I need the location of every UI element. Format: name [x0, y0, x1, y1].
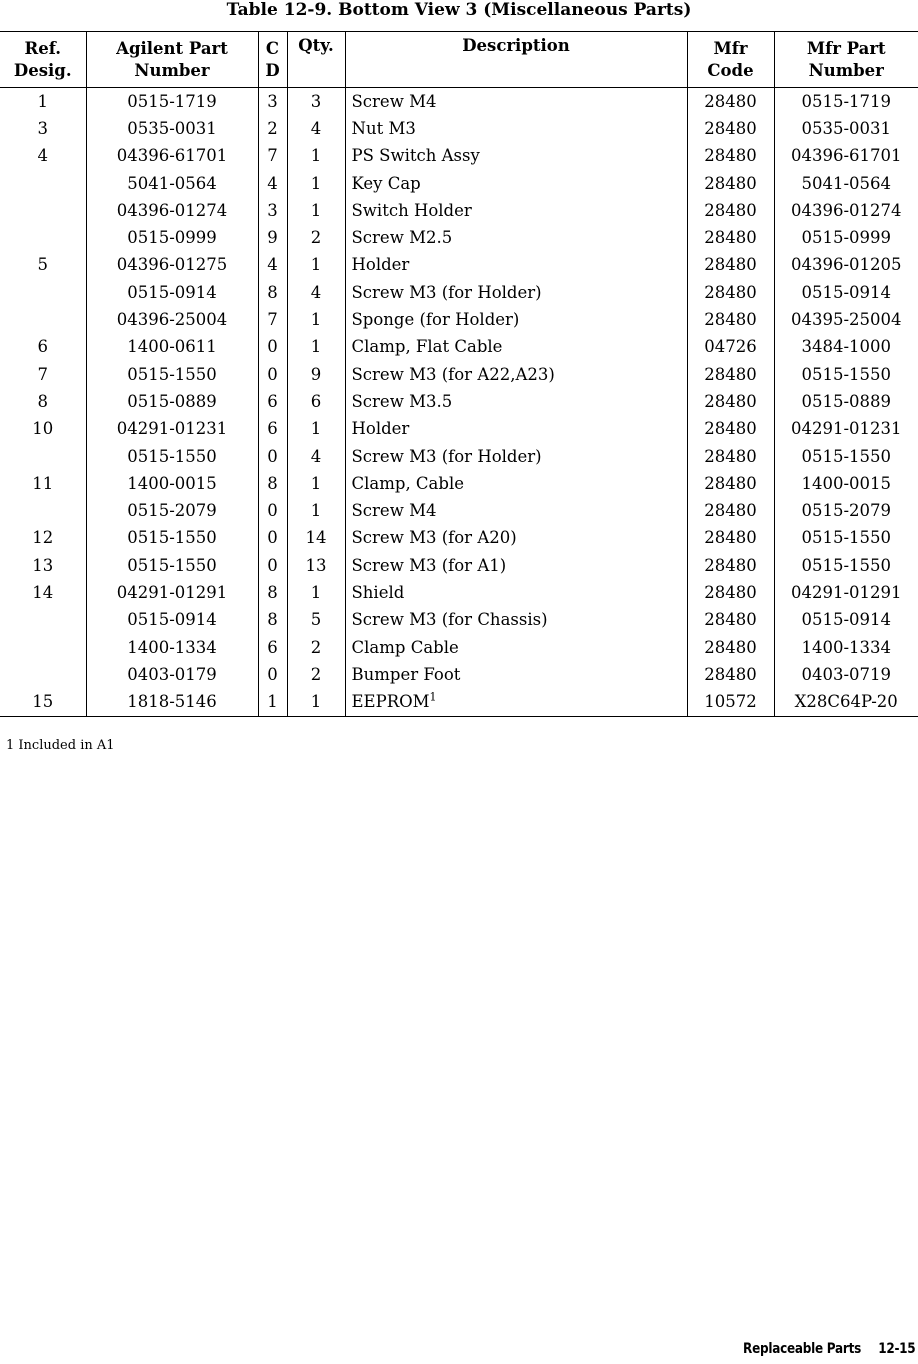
description-text: PS Switch Assy: [351, 146, 480, 166]
cd-cell: 9: [258, 224, 287, 251]
qty-cell: 1: [287, 497, 345, 524]
description-text: Screw M3 (for Chassis): [351, 610, 548, 630]
description-text: Key Cap: [351, 173, 421, 193]
table-row: [0, 197, 918, 224]
ref-desig-cell: [0, 497, 86, 524]
table-row: [0, 443, 918, 470]
table-row: [0, 252, 918, 279]
agilent-part-number-cell: 0515-1719: [86, 88, 258, 116]
mfr-part-number-cell: X28C64P-20: [774, 689, 918, 717]
cd-cell: 8: [258, 470, 287, 497]
description-cell: [345, 443, 687, 470]
header-qty: Qty.: [287, 32, 345, 88]
cd-cell: 4: [258, 170, 287, 197]
agilent-part-number-cell: 0515-0889: [86, 388, 258, 415]
description-cell: [345, 334, 687, 361]
mfr-code-cell: 28480: [687, 252, 774, 279]
header-mfr-part-number: Mfr Part Number: [774, 32, 918, 88]
ref-desig-cell: [0, 224, 86, 251]
description-cell: [345, 525, 687, 552]
mfr-code-cell: 28480: [687, 279, 774, 306]
description-text: Holder: [351, 255, 410, 275]
table-row: [0, 224, 918, 251]
description-cell: [345, 143, 687, 170]
agilent-part-number-cell: 0515-1550: [86, 525, 258, 552]
agilent-part-number-cell: 0515-1550: [86, 361, 258, 388]
cd-cell: 0: [258, 361, 287, 388]
footer-section-title: Replaceable Parts: [742, 1341, 861, 1357]
table-row: [0, 170, 918, 197]
ref-desig-cell: 15: [0, 689, 86, 717]
header-mfr-code: Mfr Code: [687, 32, 774, 88]
header-cd: C D: [258, 32, 287, 88]
cd-cell: 8: [258, 279, 287, 306]
agilent-part-number-cell: 04291-01231: [86, 416, 258, 443]
agilent-part-number-cell: 0535-0031: [86, 115, 258, 142]
description-cell: [345, 661, 687, 688]
table-row: [0, 115, 918, 142]
description-text: Screw M4: [351, 501, 437, 521]
qty-cell: 1: [287, 470, 345, 497]
ref-desig-cell: [0, 279, 86, 306]
ref-desig-cell: [0, 443, 86, 470]
qty-cell: 1: [287, 334, 345, 361]
qty-cell: 13: [287, 552, 345, 579]
mfr-code-cell: 28480: [687, 579, 774, 606]
description-text: Switch Holder: [351, 200, 472, 220]
cd-cell: 0: [258, 661, 287, 688]
mfr-part-number-cell: 04396-61701: [774, 143, 918, 170]
mfr-code-cell: 28480: [687, 388, 774, 415]
mfr-code-cell: 28480: [687, 443, 774, 470]
ref-desig-cell: 7: [37, 364, 48, 384]
ref-desig-cell: 8: [37, 391, 48, 411]
mfr-part-number-cell: 04291-01291: [774, 579, 918, 606]
qty-cell: 1: [287, 579, 345, 606]
agilent-part-number-cell: 04396-25004: [86, 306, 258, 333]
qty-cell: 2: [287, 661, 345, 688]
mfr-code-cell: 28480: [687, 361, 774, 388]
mfr-part-number-cell: 5041-0564: [774, 170, 918, 197]
mfr-code-cell: 04726: [687, 334, 774, 361]
header-agilent-part-number: Agilent Part Number: [86, 32, 258, 88]
table-row: [0, 470, 918, 497]
description-cell: [345, 634, 687, 661]
ref-desig-cell: 10: [32, 419, 54, 439]
header-ref-desig: Ref. Desig.: [0, 32, 86, 88]
description-cell: [345, 115, 687, 142]
header-description: Description: [345, 32, 687, 88]
table-body: [0, 88, 918, 717]
qty-cell: 14: [287, 525, 345, 552]
agilent-part-number-cell: 1400-0015: [86, 470, 258, 497]
mfr-part-number-cell: 0515-2079: [774, 497, 918, 524]
qty-cell: 4: [287, 115, 345, 142]
qty-cell: 1: [287, 689, 345, 717]
cd-cell: 0: [258, 552, 287, 579]
description-text: Screw M3 (for A1): [351, 555, 507, 575]
mfr-part-number-cell: 0515-1550: [774, 525, 918, 552]
qty-cell: 9: [287, 361, 345, 388]
cd-cell: 0: [258, 525, 287, 552]
ref-desig-cell: [0, 306, 86, 333]
mfr-code-cell: 28480: [687, 306, 774, 333]
mfr-code-cell: 28480: [687, 115, 774, 142]
description-cell: [345, 279, 687, 306]
agilent-part-number-cell: 0515-0914: [86, 607, 258, 634]
ref-desig-cell: 14: [32, 582, 54, 602]
description-cell: [345, 579, 687, 606]
cd-cell: 6: [258, 388, 287, 415]
description-cell: [345, 252, 687, 279]
mfr-part-number-cell: 0403-0719: [774, 661, 918, 688]
description-text: Screw M3.5: [351, 391, 453, 411]
cd-cell: 6: [258, 634, 287, 661]
qty-cell: 1: [287, 197, 345, 224]
agilent-part-number-cell: 1818-5146: [86, 689, 258, 717]
ref-desig-cell: [0, 170, 86, 197]
cd-cell: 0: [258, 497, 287, 524]
description-text: Screw M3 (for Holder): [351, 446, 542, 466]
qty-cell: 4: [287, 279, 345, 306]
agilent-part-number-cell: 0515-0999: [86, 224, 258, 251]
table-row: [0, 416, 918, 443]
qty-cell: 6: [287, 388, 345, 415]
ref-desig-cell: 3: [37, 118, 48, 138]
table-row: [0, 143, 918, 170]
mfr-part-number-cell: 3484-1000: [774, 334, 918, 361]
qty-cell: 4: [287, 443, 345, 470]
table-row: [0, 361, 918, 388]
mfr-code-cell: 28480: [687, 661, 774, 688]
agilent-part-number-cell: 1400-0611: [86, 334, 258, 361]
cd-cell: 3: [258, 197, 287, 224]
agilent-part-number-cell: 0515-2079: [86, 497, 258, 524]
mfr-code-cell: 28480: [687, 497, 774, 524]
table-row: [0, 334, 918, 361]
agilent-part-number-cell: 04291-01291: [86, 579, 258, 606]
qty-cell: 1: [287, 416, 345, 443]
mfr-code-cell: 28480: [687, 607, 774, 634]
mfr-code-cell: 10572: [687, 689, 774, 717]
mfr-code-cell: 28480: [687, 552, 774, 579]
mfr-part-number-cell: 0515-0889: [774, 388, 918, 415]
mfr-code-cell: 28480: [687, 634, 774, 661]
mfr-part-number-cell: 0515-1550: [774, 443, 918, 470]
table-row: [0, 661, 918, 688]
cd-cell: 0: [258, 443, 287, 470]
ref-desig-cell: 11: [32, 473, 54, 493]
ref-desig-cell: 12: [32, 528, 54, 548]
ref-desig-cell: [0, 661, 86, 688]
description-cell: [345, 306, 687, 333]
table-row: [0, 525, 918, 552]
description-cell: [345, 497, 687, 524]
mfr-part-number-cell: 0515-1719: [774, 88, 918, 116]
agilent-part-number-cell: 0403-0179: [86, 661, 258, 688]
table-row: [0, 306, 918, 333]
description-cell: [345, 552, 687, 579]
description-text: Shield: [351, 582, 405, 602]
table-row: [0, 388, 918, 415]
mfr-code-cell: 28480: [687, 470, 774, 497]
ref-desig-cell: 4: [37, 146, 48, 166]
mfr-part-number-cell: 04396-01205: [774, 252, 918, 279]
mfr-code-cell: 28480: [687, 197, 774, 224]
agilent-part-number-cell: 0515-0914: [86, 279, 258, 306]
cd-cell: 8: [258, 607, 287, 634]
table-row: [0, 607, 918, 634]
qty-cell: 1: [287, 170, 345, 197]
ref-desig-cell: [0, 607, 86, 634]
description-cell: [345, 470, 687, 497]
cd-cell: 4: [258, 252, 287, 279]
cd-cell: 2: [258, 115, 287, 142]
agilent-part-number-cell: 04396-01275: [86, 252, 258, 279]
qty-cell: 3: [287, 88, 345, 116]
description-cell: [345, 607, 687, 634]
table-row: [0, 634, 918, 661]
description-text: Clamp, Flat Cable: [351, 337, 503, 357]
description-cell: [345, 388, 687, 415]
agilent-part-number-cell: 0515-1550: [86, 443, 258, 470]
qty-cell: 2: [287, 634, 345, 661]
cd-cell: 0: [258, 334, 287, 361]
table-row: [0, 579, 918, 606]
ref-desig-cell: 5: [37, 255, 48, 275]
mfr-part-number-cell: 0535-0031: [774, 115, 918, 142]
parts-table: [0, 31, 918, 717]
mfr-code-cell: 28480: [687, 224, 774, 251]
table-row: [0, 279, 918, 306]
description-text: Holder: [351, 419, 410, 439]
description-text: Bumper Foot: [351, 664, 461, 684]
agilent-part-number-cell: 0515-1550: [86, 552, 258, 579]
table-header-row: [0, 32, 918, 88]
description-cell: [345, 224, 687, 251]
page-number: 12-15: [877, 1341, 915, 1357]
mfr-part-number-cell: 1400-1334: [774, 634, 918, 661]
table-row: [0, 88, 918, 116]
description-text: Screw M3 (for Holder): [351, 282, 542, 302]
ref-desig-cell: 6: [37, 337, 48, 357]
description-text: Nut M3: [351, 118, 416, 138]
description-cell: [345, 197, 687, 224]
description-text: EEPROM: [351, 692, 430, 712]
mfr-code-cell: 28480: [687, 525, 774, 552]
mfr-part-number-cell: 1400-0015: [774, 470, 918, 497]
footnote-marker: 1: [429, 690, 437, 704]
cd-cell: 8: [258, 579, 287, 606]
cd-cell: 1: [258, 689, 287, 717]
mfr-code-cell: 28480: [687, 143, 774, 170]
description-text: Screw M2.5: [351, 228, 453, 248]
cd-cell: 7: [258, 306, 287, 333]
table-row: [0, 552, 918, 579]
agilent-part-number-cell: 04396-01274: [86, 197, 258, 224]
qty-cell: 1: [287, 306, 345, 333]
mfr-code-cell: 28480: [687, 416, 774, 443]
ref-desig-cell: [0, 634, 86, 661]
mfr-part-number-cell: 04396-01274: [774, 197, 918, 224]
mfr-part-number-cell: 04395-25004: [774, 306, 918, 333]
mfr-part-number-cell: 04291-01231: [774, 416, 918, 443]
description-text: Screw M3 (for A20): [351, 528, 517, 548]
ref-desig-cell: [0, 197, 86, 224]
mfr-code-cell: 28480: [687, 88, 774, 116]
agilent-part-number-cell: 5041-0564: [86, 170, 258, 197]
description-text: Clamp, Cable: [351, 473, 465, 493]
qty-cell: 1: [287, 143, 345, 170]
page-footer: [743, 1341, 915, 1357]
description-text: Clamp Cable: [351, 637, 459, 657]
description-cell: [345, 170, 687, 197]
qty-cell: 2: [287, 224, 345, 251]
description-text: Sponge (for Holder): [351, 310, 520, 330]
description-text: Screw M3 (for A22,A23): [351, 364, 555, 384]
description-cell: [345, 88, 687, 116]
mfr-part-number-cell: 0515-0914: [774, 607, 918, 634]
mfr-part-number-cell: 0515-1550: [774, 552, 918, 579]
mfr-code-cell: 28480: [687, 170, 774, 197]
mfr-part-number-cell: 0515-0914: [774, 279, 918, 306]
mfr-part-number-cell: 0515-1550: [774, 361, 918, 388]
ref-desig-cell: 1: [37, 91, 48, 111]
cd-cell: 7: [258, 143, 287, 170]
agilent-part-number-cell: 1400-1334: [86, 634, 258, 661]
description-text: Screw M4: [351, 91, 437, 111]
cd-cell: 6: [258, 416, 287, 443]
table-row: [0, 497, 918, 524]
cd-cell: 3: [258, 88, 287, 116]
table-row: [0, 689, 918, 717]
footnote: 1 Included in A1: [6, 738, 115, 753]
qty-cell: 1: [287, 252, 345, 279]
ref-desig-cell: 13: [32, 555, 54, 575]
description-cell: [345, 416, 687, 443]
mfr-part-number-cell: 0515-0999: [774, 224, 918, 251]
description-cell: [345, 689, 687, 717]
table-title: Table 12-9. Bottom View 3 (Miscellaneous Parts): [226, 0, 692, 20]
description-cell: [345, 361, 687, 388]
agilent-part-number-cell: 04396-61701: [86, 143, 258, 170]
qty-cell: 5: [287, 607, 345, 634]
